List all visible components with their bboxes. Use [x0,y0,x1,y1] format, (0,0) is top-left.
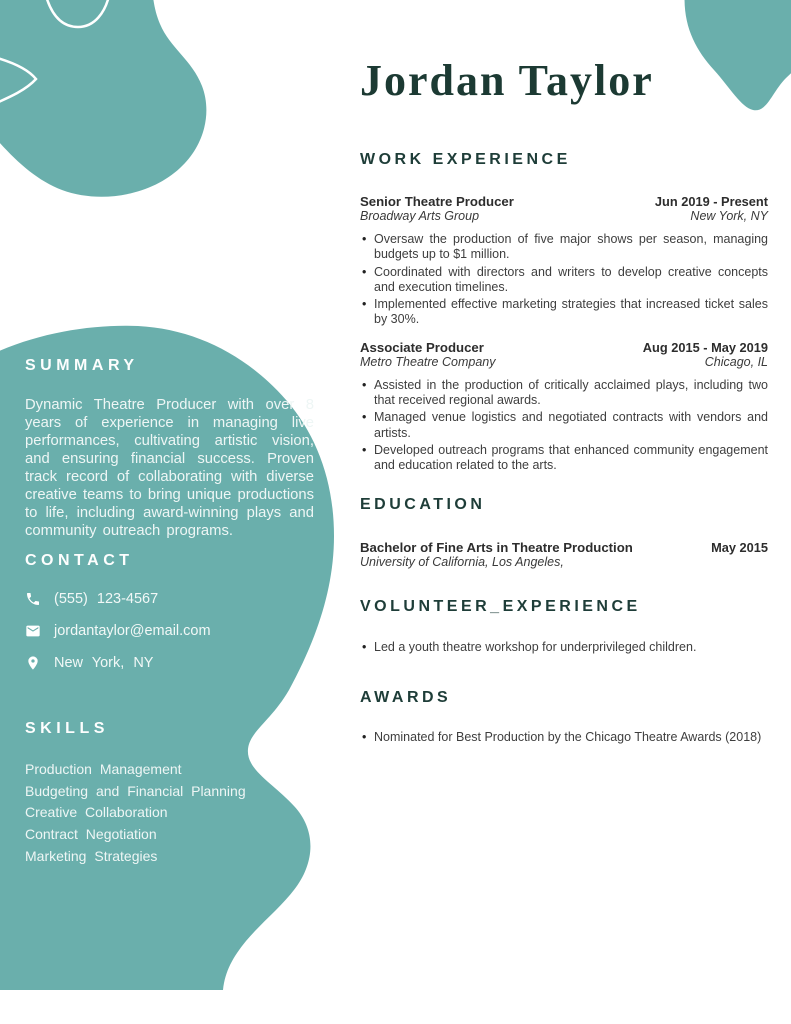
job-bullet: • Coordinated with directors and writers to develop creative concepts and execution timelines. [360,265,768,296]
job-dates: Aug 2015 - May 2019 [642,339,768,355]
awards-heading: AWARDS [360,688,452,706]
school-name: University of California, Los Angeles, [360,554,564,569]
sidebar [25,357,314,868]
job-bullet: • Managed venue logistics and negotiated contracts with vendors and artists. [360,410,768,441]
job-location: New York, NY [690,209,768,223]
contact-row-email [25,623,314,639]
job-entry [360,340,768,474]
degree-title: Bachelor of Fine Arts in Theatre Production [360,539,633,555]
skills-heading: SKILLS [25,720,109,737]
envelope-icon [25,623,41,639]
contact-row-location [25,655,314,671]
job-bullet: • Assisted in the production of critically acclaimed plays, including two that received regional awards. [360,378,768,409]
work-experience-heading: WORK EXPERIENCE [360,151,571,168]
education-heading: EDUCATION [360,495,486,513]
job-bullet: • Implemented effective marketing strategies that increased ticket sales by 30%. [360,297,768,328]
summary-text: Dynamic Theatre Producer with over 8 years of experience in managing live performances, cultivating artistic vision, and ensuring financial success. Proven track record of collaborating with diverse creative teams to bring unique productions to life, including award-winning plays and community outreach programs. [25,397,314,539]
location-text: New York, NY [54,655,154,671]
job-bullet-list [360,232,768,328]
job-bullet: • Oversaw the production of five major shows per season, managing budgets up to $1 million. [360,232,768,263]
job-bullet-list [360,378,768,474]
job-company: Metro Theatre Company [360,354,496,369]
contact-heading: CONTACT [25,552,134,569]
email-address: jordantaylor@email.com [54,623,211,639]
job-title: Senior Theatre Producer [360,194,514,209]
summary-heading: SUMMARY [25,357,139,374]
skill-item: Budgeting and Financial Planning [25,782,246,799]
job-company: Broadway Arts Group [360,209,480,223]
skill-item: Marketing Strategies [25,847,158,864]
contact-row-phone [25,591,314,607]
volunteer-bullet: • Led a youth theatre workshop for underprivileged children. [360,640,768,655]
education-entry [360,540,768,570]
blob-top-left [0,0,206,197]
job-title: Associate Producer [360,339,484,355]
awards-bullet-list [360,730,768,745]
job-bullet: • Developed outreach programs that enhanced community engagement and education related to the arts. [360,443,768,474]
skill-item: Production Management [25,761,182,777]
contact-list [25,591,314,671]
award-bullet: • Nominated for Best Production by the Chicago Theatre Awards (2018) [360,730,768,745]
skill-item: Creative Collaboration [25,804,168,821]
skill-item: Contract Negotiation [25,826,157,843]
phone-icon [25,591,41,607]
volunteer-heading: VOLUNTEER_EXPERIENCE [360,597,641,615]
skills-list [25,759,314,868]
job-dates: Jun 2019 - Present [654,194,768,209]
resume-name: Jordan Taylor [360,56,654,105]
volunteer-bullet-list [360,640,768,655]
phone-number: (555) 123-4567 [54,591,159,607]
main-column [360,57,768,747]
job-entry [360,194,768,328]
location-pin-icon [25,655,41,671]
job-location: Chicago, IL [704,354,768,369]
degree-date: May 2015 [711,539,768,555]
